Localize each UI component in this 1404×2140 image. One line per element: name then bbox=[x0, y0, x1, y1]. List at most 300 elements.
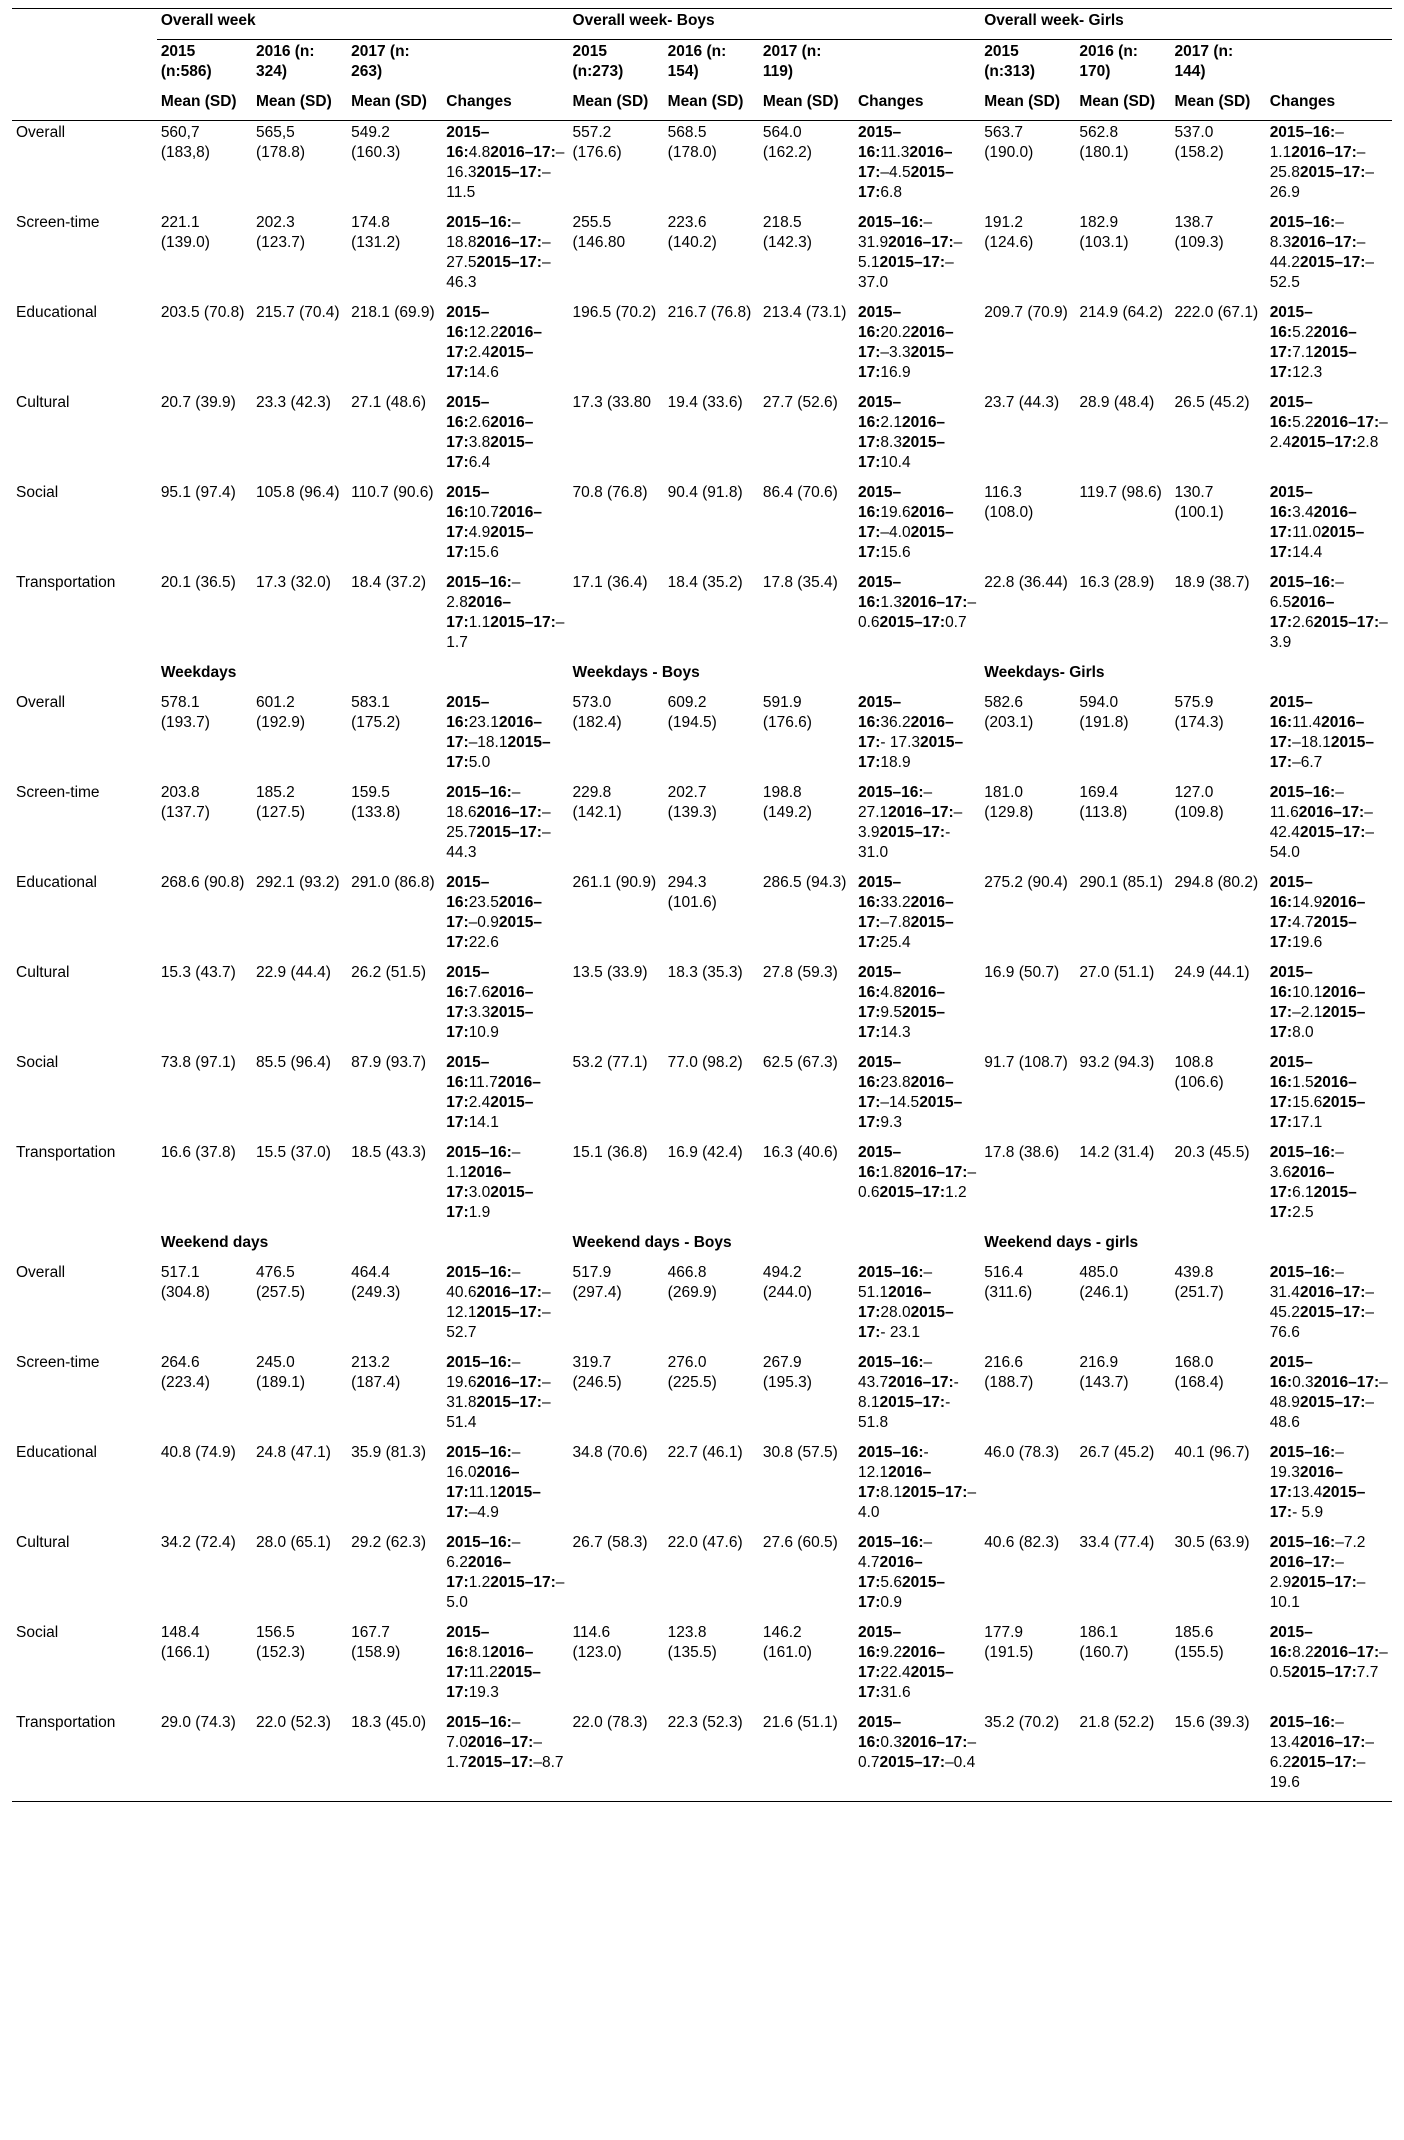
mean-sd-cell: 16.9 (50.7) bbox=[984, 964, 1060, 981]
table-row bbox=[12, 571, 1392, 661]
change-value: 14.6 bbox=[468, 364, 499, 381]
mean-sd-cell: 26.2 (51.5) bbox=[351, 964, 427, 981]
change-value: –4.0 bbox=[880, 524, 911, 541]
mean-sd-cell: 17.8 (35.4) bbox=[762, 574, 838, 591]
change-value: 10.1 bbox=[1292, 984, 1323, 1001]
mean-sd-cell: 46.0 (78.3) bbox=[984, 1444, 1060, 1461]
period-label: 2016–17: bbox=[888, 1374, 954, 1391]
period-label: 2016–17: bbox=[857, 894, 954, 931]
change-value: 8.3 bbox=[880, 434, 902, 451]
change-value: –1.7 bbox=[446, 1734, 542, 1771]
mean-sd-cell: 35.9 (81.3) bbox=[351, 1444, 427, 1461]
period-label: 2016–17: bbox=[490, 144, 556, 161]
change-value: –0.5 bbox=[1269, 1644, 1388, 1681]
year-header: 2016 (n: 324) bbox=[255, 43, 315, 80]
change-value: –51.1 bbox=[857, 1264, 933, 1301]
change-value: 11.3 bbox=[880, 144, 910, 161]
changes-cell bbox=[442, 1621, 568, 1711]
mean-sd-cell: 264.6 (223.4) bbox=[160, 1354, 210, 1391]
change-value: 11.2 bbox=[468, 1664, 498, 1681]
period-label: 2015–16: bbox=[446, 1714, 512, 1731]
row-label: Transportation bbox=[16, 574, 116, 591]
row-label: Cultural bbox=[16, 964, 70, 981]
mean-sd-cell: 29.2 (62.3) bbox=[351, 1534, 427, 1551]
change-value: –7.0 bbox=[446, 1714, 521, 1751]
table-row bbox=[12, 1051, 1392, 1141]
mean-sd-cell: 16.6 (37.8) bbox=[160, 1144, 236, 1161]
change-value: –6.2 bbox=[1269, 1734, 1374, 1771]
change-value: –8.3 bbox=[1269, 214, 1344, 251]
changes-cell bbox=[1266, 391, 1392, 481]
mean-sd-header: Mean (SD) bbox=[1079, 93, 1156, 110]
mean-sd-cell: 53.2 (77.1) bbox=[572, 1054, 648, 1071]
mean-sd-header: Mean (SD) bbox=[160, 93, 237, 110]
change-value: 33.2 bbox=[880, 894, 911, 911]
change-value: 12.2 bbox=[468, 324, 499, 341]
change-value: 3.3 bbox=[468, 1004, 491, 1021]
mean-sd-cell: 16.3 (28.9) bbox=[1079, 574, 1155, 591]
mean-sd-cell: 40.1 (96.7) bbox=[1174, 1444, 1250, 1461]
period-label: 2015–17: bbox=[1299, 824, 1366, 841]
change-value: –19.3 bbox=[1269, 1444, 1344, 1481]
change-value: 17.1 bbox=[1292, 1114, 1323, 1131]
change-value: 3.8 bbox=[468, 434, 491, 451]
mean-sd-cell: 15.5 (37.0) bbox=[255, 1144, 331, 1161]
mean-sd-header: Mean (SD) bbox=[1174, 93, 1251, 110]
change-value: –48.6 bbox=[1269, 1394, 1374, 1431]
change-value: –1.7 bbox=[446, 614, 565, 651]
period-label: 2016–17: bbox=[446, 324, 542, 361]
change-value: –31.8 bbox=[446, 1374, 551, 1411]
mean-sd-cell: 601.2 (192.9) bbox=[255, 694, 306, 731]
period-label: 2015–16: bbox=[1269, 1624, 1313, 1661]
changes-cell bbox=[442, 121, 568, 212]
mean-sd-cell: 95.1 (97.4) bbox=[160, 484, 236, 501]
mean-sd-cell: 87.9 (93.7) bbox=[351, 1054, 427, 1071]
table-row bbox=[12, 1531, 1392, 1621]
mean-sd-cell: 291.0 (86.8) bbox=[351, 874, 435, 891]
change-value: –4.9 bbox=[468, 1504, 499, 1521]
change-value: –31.9 bbox=[857, 214, 933, 251]
mean-sd-cell: 198.8 (149.2) bbox=[762, 784, 812, 821]
mean-sd-cell: 213.4 (73.1) bbox=[762, 304, 847, 321]
period-label: 2015–16: bbox=[446, 874, 490, 911]
change-value: –14.5 bbox=[880, 1094, 920, 1111]
period-label: 2016–17: bbox=[888, 804, 954, 821]
mean-sd-cell: 494.2 (244.0) bbox=[762, 1264, 812, 1301]
change-value: 25.4 bbox=[880, 934, 911, 951]
change-value: –11.6 bbox=[1269, 784, 1344, 821]
period-label: 2016–17: bbox=[476, 1374, 542, 1391]
table-row bbox=[12, 301, 1392, 391]
period-label: 2015–16: bbox=[857, 694, 902, 731]
changes-cell bbox=[442, 1441, 568, 1531]
mean-sd-cell: 294.3 (101.6) bbox=[667, 874, 717, 911]
period-label: 2015–17: bbox=[476, 1394, 542, 1411]
mean-sd-cell: 177.9 (191.5) bbox=[984, 1624, 1034, 1661]
table-row bbox=[12, 1711, 1392, 1802]
period-label: 2015–16: bbox=[446, 964, 490, 1001]
period-label: 2015–17: bbox=[446, 434, 534, 471]
mean-sd-cell: 73.8 (97.1) bbox=[160, 1054, 236, 1071]
period-label: 2015–16: bbox=[1269, 1714, 1336, 1731]
changes-cell bbox=[854, 211, 980, 301]
period-label: 2015–17: bbox=[476, 1304, 542, 1321]
mean-sd-cell: 203.8 (137.7) bbox=[160, 784, 210, 821]
changes-header: Changes bbox=[857, 93, 924, 110]
mean-sd-header: Mean (SD) bbox=[351, 93, 427, 110]
change-value: 10.9 bbox=[468, 1024, 499, 1041]
period-label: 2015–17: bbox=[1269, 1094, 1366, 1131]
period-label: 2015–17: bbox=[857, 1094, 963, 1131]
period-label: 2016–17: bbox=[1313, 1644, 1380, 1661]
period-label: 2016–17: bbox=[1269, 324, 1357, 361]
period-label: 2016–17: bbox=[1291, 234, 1357, 251]
change-value: –1.1 bbox=[446, 1144, 521, 1181]
mean-sd-cell: 18.3 (45.0) bbox=[347, 1711, 442, 1802]
mean-sd-cell: 15.6 (39.3) bbox=[1171, 1711, 1266, 1802]
mean-sd-cell: 583.1 (175.2) bbox=[351, 694, 401, 731]
table-row bbox=[12, 1141, 1392, 1231]
group-header-boys: Overall week- Boys bbox=[569, 9, 981, 40]
change-value: 8.2 bbox=[1292, 1644, 1314, 1661]
mean-sd-cell: 573.0 (182.4) bbox=[572, 694, 622, 731]
data-table bbox=[12, 8, 1392, 1802]
changes-cell bbox=[854, 1441, 980, 1531]
changes-cell bbox=[442, 481, 568, 571]
period-label: 2015–16: bbox=[446, 1354, 512, 1371]
mean-sd-header: Mean (SD) bbox=[572, 93, 649, 110]
period-label: 2016–17: bbox=[857, 504, 954, 541]
group-header-girls: Overall week- Girls bbox=[980, 9, 1392, 40]
section-title: Weekend days bbox=[160, 1234, 269, 1251]
table-row bbox=[12, 1351, 1392, 1441]
change-value: 2.6 bbox=[1292, 614, 1314, 631]
period-label: 2016–17: bbox=[446, 894, 542, 931]
mean-sd-cell: 557.2 (176.6) bbox=[569, 121, 664, 212]
change-value: 1.2 bbox=[945, 1184, 967, 1201]
mean-sd-cell: 294.8 (80.2) bbox=[1174, 874, 1259, 891]
change-value: 2.8 bbox=[1356, 434, 1379, 451]
change-value: 0.7 bbox=[945, 614, 967, 631]
mean-sd-cell: 146.2 (161.0) bbox=[762, 1624, 812, 1661]
mean-sd-cell: 609.2 (194.5) bbox=[667, 694, 717, 731]
changes-cell bbox=[1266, 1051, 1392, 1141]
changes-cell bbox=[1266, 301, 1392, 391]
mean-sd-cell: 26.7 (58.3) bbox=[572, 1534, 648, 1551]
change-value: 11.0 bbox=[1292, 524, 1322, 541]
change-value: 14.9 bbox=[1292, 894, 1323, 911]
change-value: –2.1 bbox=[1292, 1004, 1323, 1021]
mean-sd-cell: 77.0 (98.2) bbox=[667, 1054, 743, 1071]
change-value: 1.8 bbox=[880, 1164, 902, 1181]
change-value: 22.4 bbox=[880, 1664, 911, 1681]
mean-sd-cell: 517.1 (304.8) bbox=[160, 1264, 210, 1301]
changes-cell bbox=[1266, 1531, 1392, 1621]
mean-sd-cell: 20.1 (36.5) bbox=[160, 574, 236, 591]
change-value: –6.2 bbox=[446, 1534, 521, 1571]
period-label: 2015–17: bbox=[1299, 254, 1366, 271]
mean-sd-cell: 30.5 (63.9) bbox=[1174, 1534, 1250, 1551]
change-value: –0.6 bbox=[857, 1164, 977, 1201]
mean-sd-cell: 24.9 (44.1) bbox=[1174, 964, 1250, 981]
period-label: 2016–17: bbox=[446, 984, 534, 1021]
period-label: 2015–16: bbox=[857, 394, 902, 431]
mean-sd-cell: 21.6 (51.1) bbox=[759, 1711, 854, 1802]
table-row bbox=[12, 1261, 1392, 1351]
period-label: 2015–16: bbox=[1269, 784, 1336, 801]
mean-sd-cell: 564.0 (162.2) bbox=[759, 121, 854, 212]
table-row bbox=[12, 781, 1392, 871]
changes-cell bbox=[1266, 481, 1392, 571]
period-label: 2015–16: bbox=[1269, 214, 1336, 231]
mean-sd-cell: 562.8 (180.1) bbox=[1075, 121, 1170, 212]
period-label: 2015–16: bbox=[446, 1624, 490, 1661]
changes-cell bbox=[1266, 211, 1392, 301]
group-header-overall: Overall week bbox=[157, 9, 569, 40]
mean-sd-cell: 18.5 (43.3) bbox=[351, 1144, 427, 1161]
corner-cell bbox=[12, 9, 157, 40]
mean-sd-cell: 24.8 (47.1) bbox=[255, 1444, 331, 1461]
mean-sd-cell: 28.9 (48.4) bbox=[1079, 394, 1155, 411]
mean-sd-cell: 267.9 (195.3) bbox=[762, 1354, 812, 1391]
mean-sd-cell: 91.7 (108.7) bbox=[984, 1054, 1068, 1071]
period-label: 2015–16: bbox=[1269, 304, 1313, 341]
mean-sd-cell: 70.8 (76.8) bbox=[572, 484, 648, 501]
change-value: 10.4 bbox=[880, 454, 911, 471]
mean-sd-cell: 28.0 (65.1) bbox=[255, 1534, 331, 1551]
period-label: 2015–17: bbox=[1269, 344, 1357, 381]
change-value: –2.9 bbox=[1269, 1554, 1344, 1591]
changes-cell bbox=[442, 691, 568, 781]
period-label: 2015–16: bbox=[1269, 1354, 1313, 1391]
change-value: 2.5 bbox=[1292, 1204, 1314, 1221]
mean-sd-cell: 276.0 (225.5) bbox=[667, 1354, 717, 1391]
changes-cell bbox=[854, 871, 980, 961]
period-label: 2015–17: bbox=[857, 1664, 954, 1701]
period-label: 2015–16: bbox=[857, 1054, 902, 1091]
mean-sd-cell: 223.6 (140.2) bbox=[667, 214, 717, 251]
change-value: 9.5 bbox=[880, 1004, 902, 1021]
table-row bbox=[12, 1441, 1392, 1531]
changes-cell bbox=[1266, 691, 1392, 781]
change-value: 8.0 bbox=[1292, 1024, 1314, 1041]
period-label: 2016–17: bbox=[476, 234, 542, 251]
row-label: Screen-time bbox=[16, 214, 100, 231]
row-label: Transportation bbox=[12, 1711, 157, 1802]
mean-sd-cell: 218.5 (142.3) bbox=[762, 214, 812, 251]
mean-sd-cell: 549.2 (160.3) bbox=[347, 121, 442, 212]
row-label: Cultural bbox=[16, 1534, 70, 1551]
mean-sd-cell: 15.1 (36.8) bbox=[572, 1144, 648, 1161]
period-label: 2016–17: bbox=[857, 1284, 932, 1321]
period-label: 2016–17: bbox=[1269, 984, 1366, 1021]
mean-sd-cell: 21.8 (52.2) bbox=[1075, 1711, 1170, 1802]
period-label: 2015–17: bbox=[1269, 524, 1365, 561]
changes-header: Changes bbox=[446, 93, 512, 110]
mean-sd-cell: 17.3 (32.0) bbox=[255, 574, 331, 591]
mean-sd-cell: 537.0 (158.2) bbox=[1171, 121, 1266, 212]
change-value: –1.1 bbox=[1269, 124, 1344, 161]
change-value: –12.1 bbox=[446, 1284, 551, 1321]
section-header-row bbox=[12, 661, 1392, 691]
change-value: - 8.1 bbox=[857, 1374, 959, 1411]
period-label: 2016–17: bbox=[446, 504, 542, 541]
mean-sd-cell: 90.4 (91.8) bbox=[667, 484, 743, 501]
change-value: –52.7 bbox=[446, 1304, 551, 1341]
change-value: 13.4 bbox=[1292, 1484, 1323, 1501]
period-label: 2015–17: bbox=[857, 1304, 954, 1341]
changes-cell bbox=[1266, 1351, 1392, 1441]
mean-sd-cell: 138.7 (109.3) bbox=[1174, 214, 1224, 251]
changes-cell bbox=[1266, 871, 1392, 961]
year-header: 2016 (n: 170) bbox=[1079, 43, 1138, 80]
period-label: 2016–17: bbox=[446, 1164, 511, 1201]
mean-sd-cell: 594.0 (191.8) bbox=[1079, 694, 1129, 731]
period-label: 2015–16: bbox=[1269, 1264, 1336, 1281]
period-label: 2016–17: bbox=[857, 1464, 932, 1501]
changes-cell bbox=[854, 1351, 980, 1441]
mean-sd-cell: 23.7 (44.3) bbox=[984, 394, 1060, 411]
mean-sd-cell: 27.1 (48.6) bbox=[351, 394, 427, 411]
mean-sd-cell: 222.0 (67.1) bbox=[1174, 304, 1259, 321]
period-label: 2015–16: bbox=[446, 304, 490, 341]
mean-sd-cell: 582.6 (203.1) bbox=[984, 694, 1034, 731]
mean-sd-cell: 27.6 (60.5) bbox=[762, 1534, 838, 1551]
change-value: 23.1 bbox=[468, 714, 499, 731]
mean-sd-cell: 108.8 (106.6) bbox=[1174, 1054, 1224, 1091]
period-label: 2016–17: bbox=[1269, 1554, 1336, 1571]
period-label: 2015–17: bbox=[1269, 734, 1374, 771]
mean-sd-cell: 464.4 (249.3) bbox=[351, 1264, 401, 1301]
mean-sd-cell: 35.2 (70.2) bbox=[980, 1711, 1075, 1802]
change-value: –40.6 bbox=[446, 1264, 521, 1301]
changes-cell bbox=[442, 1351, 568, 1441]
mean-sd-cell: 215.7 (70.4) bbox=[255, 304, 340, 321]
mean-sd-cell: 186.1 (160.7) bbox=[1079, 1624, 1129, 1661]
change-value: –7.2 bbox=[1335, 1534, 1366, 1551]
row-label: Screen-time bbox=[16, 1354, 100, 1371]
period-label: 2016–17: bbox=[476, 1284, 542, 1301]
change-value: 23.5 bbox=[468, 894, 499, 911]
mean-sd-cell: 19.4 (33.6) bbox=[667, 394, 743, 411]
mean-sd-cell: 185.6 (155.5) bbox=[1174, 1624, 1224, 1661]
mean-sd-cell: 286.5 (94.3) bbox=[762, 874, 847, 891]
change-value: 22.6 bbox=[468, 934, 499, 951]
mean-sd-cell: 27.0 (51.1) bbox=[1079, 964, 1155, 981]
change-value: –18.1 bbox=[468, 734, 508, 751]
period-label: 2016–17: bbox=[1269, 894, 1366, 931]
change-value: 2.1 bbox=[880, 414, 902, 431]
period-label: 2015–17: bbox=[476, 824, 542, 841]
mean-sd-cell: 33.4 (77.4) bbox=[1079, 1534, 1155, 1551]
changes-cell bbox=[442, 301, 568, 391]
mean-sd-cell: 292.1 (93.2) bbox=[255, 874, 340, 891]
mean-sd-cell: 319.7 (246.5) bbox=[572, 1354, 622, 1391]
mean-sd-cell: 26.5 (45.2) bbox=[1174, 394, 1250, 411]
mean-sd-cell: 18.4 (37.2) bbox=[351, 574, 427, 591]
change-value: –44.3 bbox=[446, 824, 551, 861]
period-label: 2015–16: bbox=[857, 574, 902, 611]
mean-sd-cell: 591.9 (176.6) bbox=[762, 694, 812, 731]
change-value: –42.4 bbox=[1269, 804, 1373, 841]
period-label: 2015–17: bbox=[490, 1574, 556, 1591]
table-row bbox=[12, 691, 1392, 781]
changes-cell bbox=[442, 391, 568, 481]
period-label: 2015–16: bbox=[446, 694, 490, 731]
period-label: 2015–16: bbox=[857, 1624, 902, 1661]
period-label: 2015–17: bbox=[1299, 1304, 1366, 1321]
period-label: 2015–16: bbox=[446, 1264, 512, 1281]
period-label: 2016–17: bbox=[1269, 1074, 1357, 1111]
period-label: 2015–16: bbox=[1269, 1054, 1313, 1091]
change-value: –45.2 bbox=[1269, 1284, 1374, 1321]
mean-sd-cell: 34.8 (70.6) bbox=[572, 1444, 648, 1461]
mean-sd-cell: 119.7 (98.6) bbox=[1079, 484, 1162, 501]
change-value: 15.6 bbox=[468, 544, 499, 561]
period-label: 2016–17: bbox=[446, 414, 534, 451]
mean-sd-cell: 116.3 (108.0) bbox=[984, 484, 1034, 521]
mean-sd-cell: 182.9 (103.1) bbox=[1079, 214, 1129, 251]
mean-sd-cell: 20.7 (39.9) bbox=[160, 394, 236, 411]
period-label: 2015–16: bbox=[1269, 484, 1313, 521]
period-label: 2015–17: bbox=[446, 734, 551, 771]
mean-sd-cell: 216.9 (143.7) bbox=[1079, 1354, 1129, 1391]
change-value: 11.1 bbox=[468, 1484, 498, 1501]
period-label: 2016–17: bbox=[901, 1164, 968, 1181]
period-label: 2016–17: bbox=[1269, 594, 1335, 631]
period-label: 2015–16: bbox=[857, 784, 924, 801]
row-label: Overall bbox=[16, 1264, 66, 1281]
mean-sd-cell: 15.3 (43.7) bbox=[160, 964, 236, 981]
change-value: 11.7 bbox=[468, 1074, 498, 1091]
mean-sd-header: Mean (SD) bbox=[667, 93, 744, 110]
change-value: –5.1 bbox=[857, 234, 963, 271]
mean-sd-cell: 16.9 (42.4) bbox=[667, 1144, 743, 1161]
change-value: –18.8 bbox=[446, 214, 521, 251]
changes-cell bbox=[1266, 961, 1392, 1051]
change-value: 1.5 bbox=[1292, 1074, 1314, 1091]
period-label: 2016–17: bbox=[1269, 1164, 1335, 1201]
change-value: 18.9 bbox=[880, 754, 911, 771]
mean-sd-cell: 476.5 (257.5) bbox=[255, 1264, 306, 1301]
change-value: 19.3 bbox=[468, 1684, 499, 1701]
changes-cell bbox=[442, 211, 568, 301]
period-label: 2015–17: bbox=[1299, 164, 1366, 181]
changes-cell bbox=[1266, 781, 1392, 871]
period-label: 2015–17: bbox=[446, 914, 542, 951]
changes-cell bbox=[854, 1711, 980, 1802]
period-label: 2015–17: bbox=[901, 1484, 968, 1501]
period-label: 2015–16: bbox=[857, 1354, 924, 1371]
change-value: –13.4 bbox=[1269, 1714, 1344, 1751]
period-label: 2015–17: bbox=[1313, 614, 1380, 631]
period-label: 2015–17: bbox=[446, 1664, 541, 1701]
year-header: 2015 (n:273) bbox=[572, 43, 624, 80]
changes-cell bbox=[442, 781, 568, 871]
change-value: 5.2 bbox=[1292, 324, 1314, 341]
mean-sd-header: Mean (SD) bbox=[255, 93, 332, 110]
change-value: –3.9 bbox=[857, 804, 963, 841]
changes-cell bbox=[854, 571, 980, 661]
change-value: 36.2 bbox=[880, 714, 911, 731]
changes-cell bbox=[442, 961, 568, 1051]
mean-sd-cell: 156.5 (152.3) bbox=[255, 1624, 306, 1661]
period-label: 2015–16: bbox=[446, 394, 490, 431]
period-label: 2016–17: bbox=[857, 984, 946, 1021]
change-value: –25.7 bbox=[446, 804, 551, 841]
period-label: 2015–16: bbox=[446, 1444, 512, 1461]
